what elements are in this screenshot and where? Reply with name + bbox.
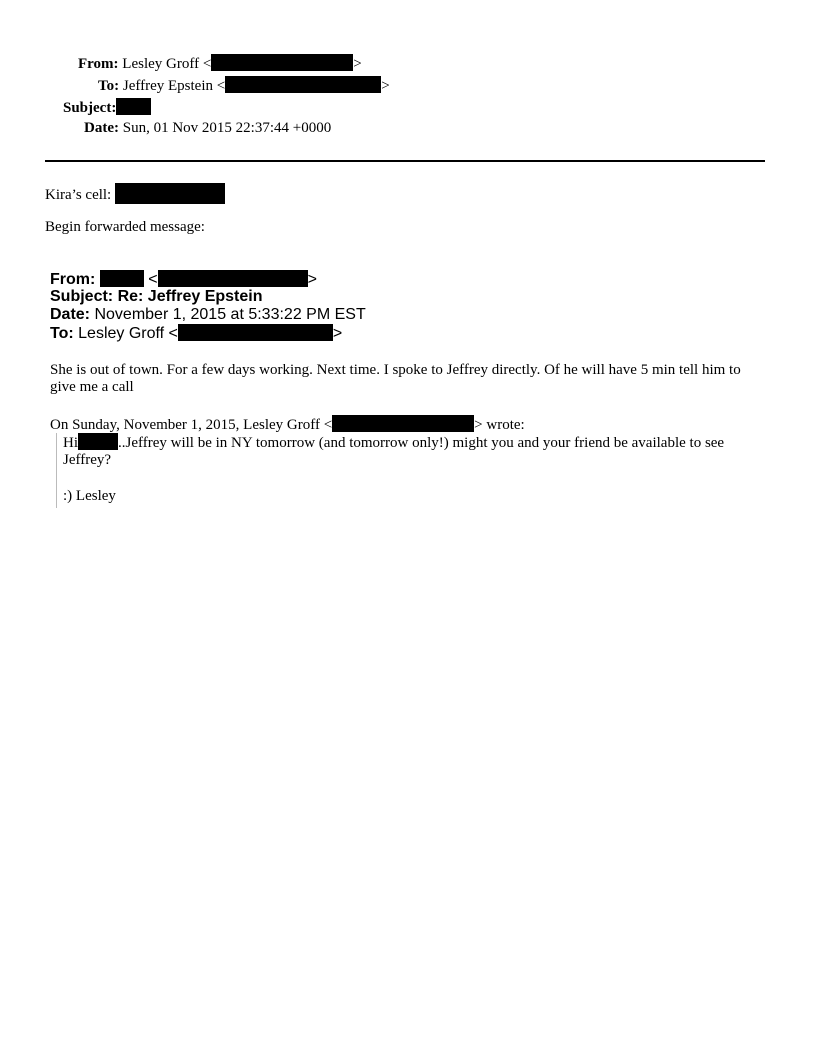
- header-subject-label: Subject:: [63, 100, 117, 116]
- header-from-line: [78, 54, 362, 73]
- header-subject-line: [63, 98, 151, 117]
- fwd-from-open: <: [148, 271, 158, 288]
- fwd-to-close: >: [332, 325, 343, 342]
- header-from-label: From:: [78, 56, 119, 72]
- fwd-from-close: >: [307, 271, 317, 288]
- redacted-block: [100, 270, 144, 287]
- fwd-subject-line: Subject: Re: Jeffrey Epstein: [50, 288, 263, 305]
- fwd-to-label: To:: [50, 325, 74, 342]
- on-suffix: > wrote:: [474, 417, 525, 433]
- redacted-block: [225, 76, 381, 93]
- fwd-date-line: [50, 306, 366, 324]
- redacted-block: [78, 433, 118, 450]
- begin-forwarded-line: Begin forwarded message:: [45, 219, 205, 235]
- header-date-label: Date:: [84, 120, 119, 136]
- header-date-line: [84, 120, 331, 137]
- kira-cell-label: Kira’s cell:: [45, 187, 112, 203]
- redacted-block: [115, 183, 225, 204]
- header-date-value: Sun, 01 Nov 2015 22:37:44 +0000: [122, 120, 332, 136]
- header-from-close: >: [353, 56, 362, 72]
- fwd-from-label: From:: [50, 271, 96, 288]
- quote-hi: Hi: [63, 435, 78, 451]
- header-to-value: Jeffrey Epstein <: [122, 78, 226, 94]
- on-wrote-line: [50, 415, 525, 434]
- header-divider: [45, 160, 765, 162]
- redacted-block: [211, 54, 353, 71]
- fwd-to-line: [50, 324, 342, 343]
- header-to-label: To:: [98, 78, 120, 94]
- fwd-date-value: November 1, 2015 at 5:33:22 PM EST: [94, 306, 366, 323]
- header-to-close: >: [381, 78, 390, 94]
- reply-text: She is out of town. For a few days working. Next time. I spoke to Jeffrey directly. Of he will have 5 min tell him to give me a call: [50, 362, 741, 395]
- quote-signoff: :) Lesley: [63, 488, 116, 504]
- on-prefix: On Sunday, November 1, 2015, Lesley Groff <: [50, 417, 333, 433]
- quote-text: ..Jeffrey will be in NY tomorrow (and tomorrow only!) might you and your friend be available to see Jeffrey?: [63, 435, 725, 468]
- kira-cell-line: [45, 183, 225, 204]
- header-to-line: [98, 76, 390, 95]
- fwd-from-line: [50, 270, 317, 289]
- header-from-value: Lesley Groff <: [122, 56, 212, 72]
- fwd-date-label: Date:: [50, 306, 91, 323]
- redacted-block: [116, 98, 151, 115]
- fwd-to-value: Lesley Groff <: [78, 325, 178, 342]
- redacted-block: [178, 324, 333, 341]
- redacted-block: [158, 270, 308, 287]
- redacted-block: [332, 415, 474, 432]
- quote-bar: [56, 433, 57, 508]
- quoted-text: [63, 433, 753, 469]
